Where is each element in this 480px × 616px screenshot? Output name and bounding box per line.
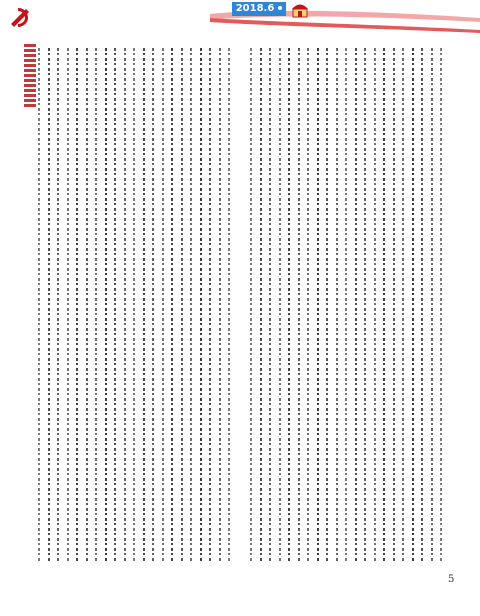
text-column bbox=[169, 48, 175, 563]
article-body bbox=[36, 48, 448, 568]
text-column bbox=[93, 48, 99, 563]
text-block-left bbox=[36, 48, 236, 563]
text-column bbox=[419, 48, 425, 563]
party-emblem-icon bbox=[6, 4, 32, 30]
text-column bbox=[65, 48, 71, 563]
article-title-vertical bbox=[24, 44, 36, 108]
text-column bbox=[343, 48, 349, 563]
text-column bbox=[362, 48, 368, 563]
text-column bbox=[400, 48, 406, 563]
text-column bbox=[410, 48, 416, 563]
text-column bbox=[334, 48, 340, 563]
text-column bbox=[353, 48, 359, 563]
text-column bbox=[438, 48, 444, 563]
text-column bbox=[226, 48, 232, 563]
text-column bbox=[179, 48, 185, 563]
text-column bbox=[84, 48, 90, 563]
text-column bbox=[258, 48, 264, 563]
text-column bbox=[160, 48, 166, 563]
text-column bbox=[74, 48, 80, 563]
text-column bbox=[131, 48, 137, 563]
text-column bbox=[429, 48, 435, 563]
text-column bbox=[296, 48, 302, 563]
text-column bbox=[150, 48, 156, 563]
text-column bbox=[305, 48, 311, 563]
text-column bbox=[46, 48, 52, 563]
badge-dot bbox=[278, 6, 282, 10]
yurt-icon bbox=[290, 0, 310, 18]
text-column bbox=[122, 48, 128, 563]
text-column bbox=[198, 48, 204, 563]
text-column bbox=[324, 48, 330, 563]
text-column bbox=[277, 48, 283, 563]
text-column bbox=[112, 48, 118, 563]
page-number: 5 bbox=[448, 574, 455, 585]
text-column bbox=[248, 48, 254, 563]
text-column bbox=[391, 48, 397, 563]
text-column bbox=[207, 48, 213, 563]
text-column bbox=[381, 48, 387, 563]
text-column bbox=[267, 48, 273, 563]
header-bar bbox=[0, 0, 480, 40]
issue-date-badge bbox=[232, 2, 286, 16]
text-column bbox=[372, 48, 378, 563]
text-column bbox=[141, 48, 147, 563]
text-column bbox=[36, 48, 42, 563]
text-column bbox=[55, 48, 61, 563]
text-column bbox=[286, 48, 292, 563]
text-column bbox=[188, 48, 194, 563]
issue-date: 2018.6 bbox=[235, 3, 275, 14]
text-block-right bbox=[248, 48, 448, 563]
text-column bbox=[103, 48, 109, 563]
text-column bbox=[315, 48, 321, 563]
text-column bbox=[217, 48, 223, 563]
